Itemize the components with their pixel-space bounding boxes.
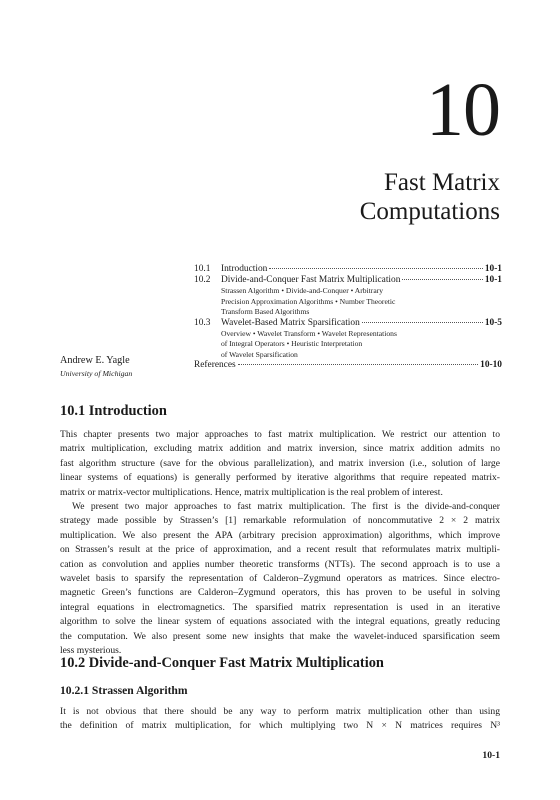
subsection-heading: 10.2.1 Strassen Algorithm [60, 684, 188, 697]
toc-subentry: Overview • Wavelet Transform • Wavelet Representations [221, 328, 397, 338]
toc-entry-title: Divide-and-Conquer Fast Matrix Multiplication [221, 275, 401, 286]
text-line: magnetic Green’s functions are Calderon–Zygmund operators, this has proven to be useful in solving [60, 587, 500, 599]
text-line: matrix or matrix-vector multiplications. Hence, matrix multiplication is the real problem of interest. [60, 486, 443, 498]
text-line: strategy made possible by Strassen’s [1] remarkable reformulation of noncommutative 2 × 2 matrix [60, 515, 500, 527]
toc-entry-page: 10-1 [484, 264, 502, 274]
toc-leader-dots [269, 268, 482, 269]
chapter-title-line: Computations [359, 198, 500, 225]
section-heading: 10.1 Introduction [60, 403, 167, 419]
author-affiliation: University of Michigan [60, 369, 133, 378]
text-line: less mysterious. [60, 644, 122, 656]
toc-entry-title: Introduction [221, 264, 268, 274]
page-number: 10-1 [482, 750, 500, 761]
text-line: multiplication. We also present the APA (arbitrary precision approximation) algorithms, which improve [60, 529, 500, 541]
toc-entry-page: 10-1 [484, 275, 502, 286]
text-line: the computation. We also present some new insights that make the wavelet-induced sparsification seem [60, 630, 500, 642]
toc-entry-number: 10.1 [194, 264, 211, 274]
toc-entry[interactable] [194, 264, 502, 275]
chapter-number: 10 [426, 68, 500, 152]
text-line: on Strassen’s result at the price of approximation, and a recent result that reformulates matrix multipli- [60, 544, 500, 556]
author-block [60, 354, 132, 380]
toc-entry-number: 10.3 [194, 317, 211, 328]
text-line: linear systems of equations) is generally performed by iterative algorithms that require repeated matrix- [60, 472, 500, 484]
toc-entry[interactable] [194, 275, 502, 286]
text-line: fast algorithm structure (save for the obvious parallelization), and matrix inversion (i.e., solution of large [60, 457, 500, 469]
text-line: the definition of matrix multiplication, for which multiplying two N × N matrices requires N³ [60, 720, 500, 732]
chapter-title-line: Fast Matrix [384, 169, 500, 196]
toc-entry-title: Wavelet-Based Matrix Sparsification [221, 317, 360, 328]
toc-subentry: Strassen Algorithm • Divide-and-Conquer • Arbitrary [221, 286, 384, 296]
text-line: cation as convolution and applies number theoretic transforms (NTTs). The second approach is to use a [60, 558, 500, 570]
text-line: wavelet basis to sparsify the representation of Calderon–Zygmund operators as matrices. Since electro- [60, 572, 500, 584]
paragraph [60, 500, 500, 658]
toc-entry[interactable] [194, 318, 502, 329]
text-line: We present two major approaches to fast matrix multiplication. The first is the divide-and-conquer [72, 501, 500, 512]
toc-subentry: Precision Approximation Algorithms • Number Theoretic [221, 296, 396, 306]
text-line: matrix multiplication, excluding matrix addition and matrix inversion, since matrix addition admits no [60, 443, 500, 455]
paragraph [60, 428, 500, 500]
toc-subentry: of Integral Operators • Heuristic Interpretation [221, 339, 363, 349]
text-line: algorithm to solve the linear system of equations associated with the integral equations, greatly reducing [60, 616, 500, 628]
toc-entry-page: 10-10 [480, 360, 502, 371]
text-line: integral equations in electromagnetics. The sparsified matrix representation is used in an iterative [60, 601, 500, 613]
toc-leader-dots [238, 364, 478, 365]
toc-leader-dots [402, 279, 482, 280]
toc-entry-page: 10-5 [484, 317, 502, 328]
text-line: This chapter presents two major approaches to fast matrix multiplication. We restrict our attention to [60, 429, 500, 440]
chapter-title [360, 168, 500, 226]
table-of-contents [194, 264, 502, 371]
toc-subentry: of Wavelet Sparsification [221, 349, 298, 359]
author-name: Andrew E. Yagle [60, 355, 130, 366]
toc-leader-dots [362, 322, 483, 323]
toc-entry-number: 10.2 [194, 275, 211, 286]
toc-entry-title: References [194, 360, 236, 371]
toc-entry-references[interactable] [194, 360, 502, 371]
toc-subentry: Transform Based Algorithms [221, 307, 310, 317]
paragraph [60, 705, 500, 734]
section-heading: 10.2 Divide-and-Conquer Fast Matrix Multiplication [60, 655, 384, 671]
text-line: It is not obvious that there should be any way to perform matrix multiplication other than using [60, 706, 500, 717]
